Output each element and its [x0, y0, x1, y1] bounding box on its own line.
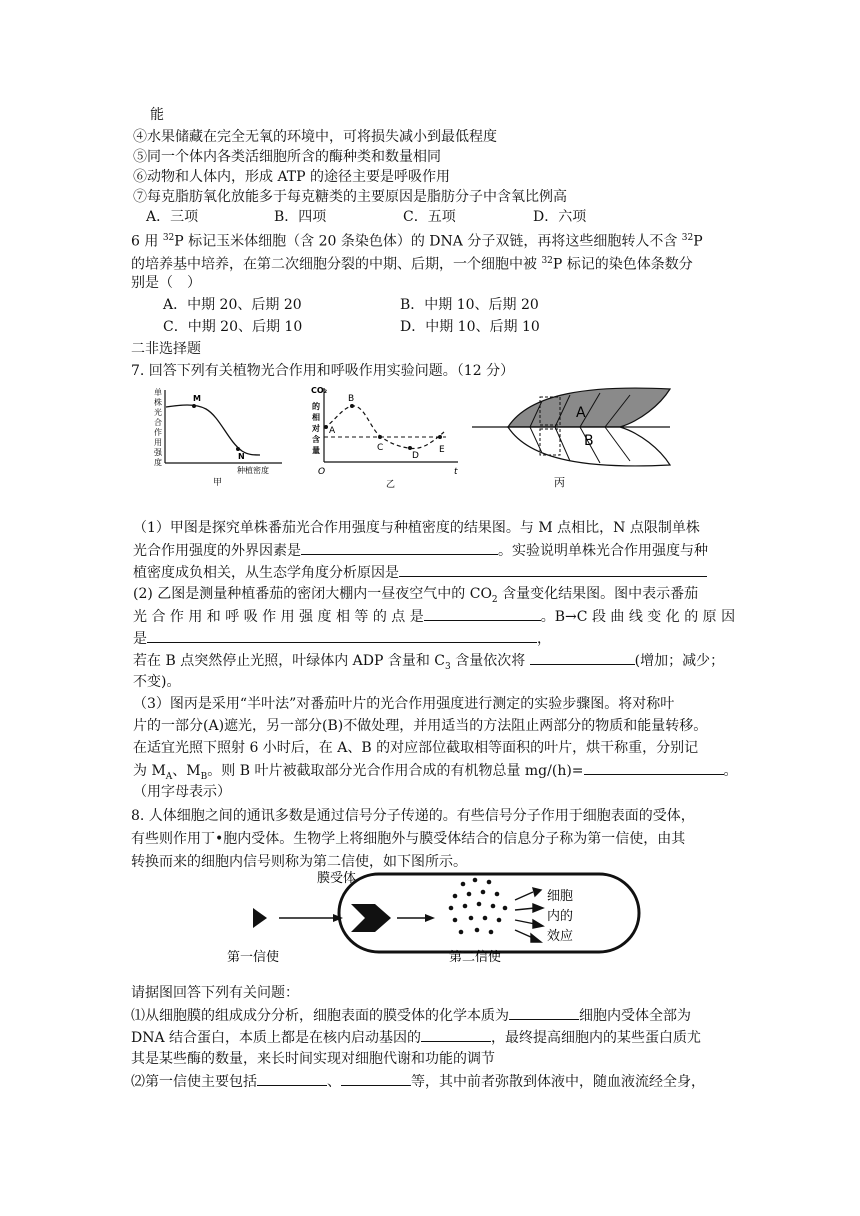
point-m [192, 404, 196, 408]
question-7: 7. 回答下列有关植物光合作用和呼吸作用实验问题。（12 分） [131, 363, 515, 379]
co2-curve [324, 406, 444, 449]
part-3-cont: 在适宜光照下照射 6 小时后，在 A、B 的对应部位截取相等面积的叶片，烘干称重，分别记 [133, 740, 699, 756]
question-8-cont: 有些则作用丁•胞内受体。生物学上将细胞外与膜受体结合的信息分子称为第一信使，由其 [131, 831, 686, 847]
text-line: ⑤同一个体内各类活细胞所含的酶种类和数量相同 [133, 149, 441, 165]
figure-yi [308, 382, 468, 494]
label-a: A [329, 426, 336, 436]
label-b: B [584, 433, 594, 449]
first-messenger-shape [253, 908, 267, 928]
label-a: A [576, 405, 586, 421]
question-8-cont: 转换而来的细胞内信号则称为第二信使，如下图所示。 [131, 854, 467, 870]
option-a: A．中期 20、后期 20 [163, 297, 302, 313]
option-b: B．四项 [274, 209, 327, 225]
part-1: （1）甲图是探究单株番茄光合作用强度与种植密度的结果图。与 M 点相比，N 点限制单株 [133, 520, 700, 536]
point-n [236, 447, 240, 451]
question-6-cont: 的培养基中培养，在第二次细胞分裂的中期、后期，一个细胞中被 $^{32}$P 标记的染色体条数分 [131, 256, 693, 273]
figure-signal [215, 860, 645, 972]
option-d: D．六项 [533, 209, 587, 225]
answer-blank[interactable] [257, 1071, 327, 1086]
point-b [350, 404, 354, 408]
caption: 甲 [213, 478, 223, 488]
yi-ylabel [311, 386, 328, 455]
part-1-cont: 光合作用强度的外界因素是 。实验说明单株光合作用强度与种 [133, 540, 708, 561]
svg-text:量: 量 [312, 446, 320, 455]
option-a: A．三项 [146, 209, 199, 225]
figure-jia [150, 385, 290, 490]
answer-blank[interactable] [584, 760, 724, 775]
question-6-cont: 别是（ ） [131, 275, 201, 291]
part-3-cont: 为 $M_A$、$M_B$。则 B 叶片被截取部分光合作用合成的有机物总量 mg/(h)= 。 [133, 760, 738, 787]
part-2-cont: 若在 B 点突然停止光照，叶绿体内 ADP 含量和 $C_3$ 含量依次将 (增加；减少； [133, 650, 724, 677]
answer-blank[interactable] [399, 562, 707, 577]
svg-text:相: 相 [312, 413, 320, 422]
answer-blank[interactable] [509, 1005, 579, 1020]
svg-text:株: 株 [154, 398, 162, 407]
label-d: D [412, 451, 419, 461]
effect-label: 细胞 [547, 889, 574, 904]
first-messenger-label: 第一信使 [227, 950, 280, 965]
text-line: ⑦每克脂肪氧化放能多于每克糖类的主要原因是脂肪分子中含氧比例高 [133, 189, 567, 205]
answer-blank[interactable] [147, 628, 537, 643]
answer-blank[interactable] [530, 650, 635, 665]
receptor-label: 膜受体 [317, 871, 357, 886]
answer-blank[interactable] [424, 606, 541, 621]
svg-text:的: 的 [312, 402, 320, 411]
svg-text:用: 用 [154, 438, 162, 447]
section-heading: 二非选择题 [131, 341, 201, 357]
x-axis-label: t [454, 467, 458, 477]
question-8-part-1-cont: DNA 结合蛋白，本质上都是在核内启动基因的 ，最终提高细胞内的某些蛋白质尤 [131, 1027, 701, 1048]
effect-label: 效应 [547, 929, 574, 944]
part-2: (2) 乙图是测量种植番茄的密闭大棚内一昼夜空气中的 $CO_2$ 含量变化结果图。图中表示番茄 [133, 586, 699, 605]
point-e [438, 435, 442, 439]
question-8-part-1: ⑴从细胞膜的组成成分分析，细胞表面的膜受体的化学本质为 细胞内受体全部为 [131, 1005, 691, 1026]
svg-text:CO₂: CO₂ [311, 386, 328, 395]
label-b: B [348, 394, 355, 404]
svg-text:光: 光 [154, 408, 162, 417]
part-3-cont: （用字母表示） [133, 784, 231, 800]
part-2-cont: 是 ， [133, 628, 551, 649]
text-line: ⑥动物和人体内，形成 ATP 的途径主要是呼吸作用 [133, 169, 451, 185]
part-3-cont: 片的一部分(A)遮光，另一部分(B)不做处理，并用适当的方法阻止两部分的物质和能量转移。 [133, 718, 708, 734]
figure-bing [470, 385, 680, 493]
option-c: C．中期 20、后期 10 [163, 319, 303, 335]
second-messenger-label: 第二信使 [449, 950, 502, 965]
svg-text:对: 对 [312, 424, 320, 433]
question-8-part-1-cont: 其是某些酶的数量，来长时间实现对细胞代谢和功能的调节 [131, 1051, 495, 1067]
point-a [324, 425, 328, 429]
answer-blank[interactable] [421, 1027, 491, 1042]
option-d: D．中期 10、后期 10 [400, 319, 540, 335]
option-c: C．五项 [403, 209, 456, 225]
svg-text:作: 作 [154, 428, 162, 437]
part-1-cont: 植密度成负相关，从生态学角度分析原因是 [133, 562, 707, 583]
effect-label: 内的 [547, 909, 574, 924]
svg-text:合: 合 [154, 418, 162, 427]
svg-text:度: 度 [154, 458, 162, 467]
svg-text:单: 单 [154, 388, 162, 397]
origin-label: O [318, 467, 326, 477]
option-b: B．中期 10、后期 20 [400, 297, 539, 313]
jia-ylabel [154, 387, 163, 467]
label-e: E [439, 445, 445, 455]
svg-text:含: 含 [312, 435, 320, 444]
question-6: 6 用 $^{32}$P 标记玉米体细胞（含 20 条染色体）的 DNA 分子双链，再将这些细胞转人不含 $^{32}$P [131, 233, 703, 250]
svg-text:强: 强 [154, 448, 162, 457]
label-c: C [377, 443, 384, 453]
part-2-cont: 不变)。 [133, 674, 181, 690]
question-8-part-2: ⑵第一信使主要包括 、 等，其中前者弥散到体液中，随血液流经全身， [131, 1071, 705, 1092]
text-line: ④水果储藏在完全无氧的环境中，可将损失减小到最低程度 [133, 129, 497, 145]
caption: 丙 [554, 476, 565, 489]
text-line: 能 [150, 107, 164, 123]
caption: 乙 [386, 480, 396, 490]
answer-blank[interactable] [341, 1071, 411, 1086]
part-3: （3）图丙是采用“半叶法”对番茄叶片的光合作用强度进行测定的实验步骤图。将对称叶 [133, 696, 675, 712]
x-axis-label: 种植密度 [237, 466, 269, 475]
question-8-prompt: 请据图回答下列有关问题： [131, 985, 299, 1001]
label-n: N [238, 452, 245, 461]
point-d [408, 446, 412, 450]
part-2-cont: 光 合 作 用 和 呼 吸 作 用 强 度 相 等 的 点 是 。B→C 段 曲 线 变 化 的 原 因 [133, 606, 735, 627]
point-c [378, 435, 382, 439]
question-8: 8. 人体细胞之间的通讯多数是通过信号分子传递的。有些信号分子作用于细胞表面的受体， [131, 808, 695, 824]
answer-blank[interactable] [301, 540, 498, 555]
curve [166, 405, 260, 455]
label-m: M [193, 394, 201, 403]
